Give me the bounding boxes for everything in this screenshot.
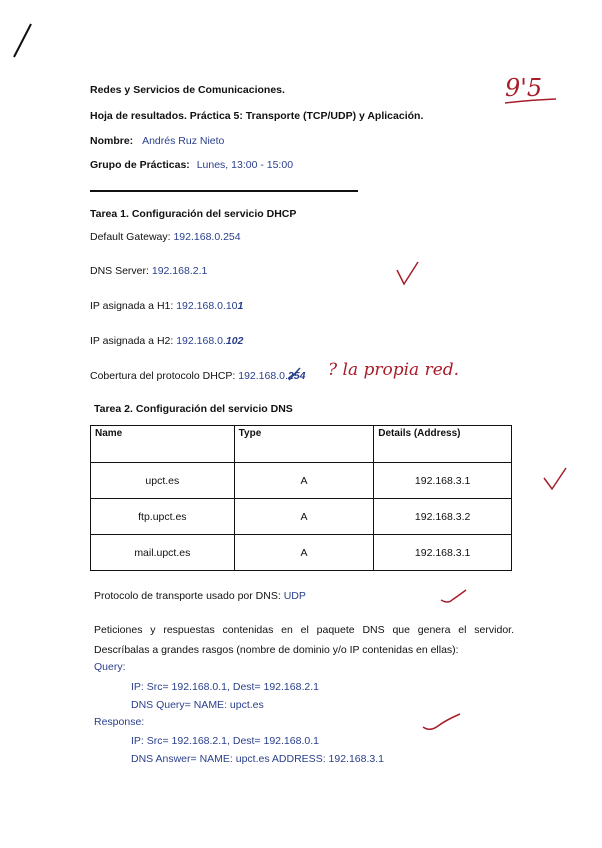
check-mark-dns: [397, 262, 418, 284]
query-dns: DNS Query= NAME: upct.es: [131, 699, 264, 711]
coverage-hand: 254: [287, 370, 306, 382]
check-mark-udp: [441, 590, 466, 602]
h2-value: 192.168.0.: [176, 335, 226, 347]
group-value: Lunes, 13:00 - 15:00: [196, 159, 294, 171]
coverage-note: ? la propia red.: [328, 360, 460, 380]
group-label: Grupo de Prácticas:: [90, 159, 190, 171]
column-header: Name: [91, 426, 235, 463]
task1-title: Tarea 1. Configuración del servicio DHCP: [90, 208, 297, 220]
table-row: [91, 535, 512, 571]
column-header: Type: [234, 426, 374, 463]
dns-line: [90, 265, 207, 277]
query-ip: IP: Src= 192.168.0.1, Dest= 192.168.2.1: [131, 681, 319, 693]
transport-label: Protocolo de transporte usado por DNS:: [94, 590, 281, 602]
response-ip: IP: Src= 192.168.2.1, Dest= 192.168.0.1: [131, 735, 319, 747]
h1-label: IP asignada a H1:: [90, 300, 174, 312]
cell-type: A: [234, 463, 374, 499]
h1-value: 192.168.0.10: [176, 300, 238, 312]
gateway-value: 192.168.0.254: [173, 231, 241, 243]
transport-line: [94, 590, 306, 602]
gateway-line: [90, 231, 241, 243]
cell-address: 192.168.3.2: [374, 499, 512, 535]
divider: [90, 190, 358, 192]
cell-type: A: [234, 499, 374, 535]
coverage-value: 192.168.0.: [238, 370, 288, 382]
grade-mark: 9'5: [505, 74, 543, 102]
cell-name: upct.es: [91, 463, 235, 499]
dns-value: 192.168.2.1: [151, 265, 208, 277]
course-title: Redes y Servicios de Comunicaciones.: [90, 84, 285, 96]
cell-address: 192.168.3.1: [374, 463, 512, 499]
name-line: [90, 135, 224, 147]
gateway-label: Default Gateway:: [90, 231, 171, 243]
pen-slash: [14, 24, 31, 57]
task2-title: Tarea 2. Configuración del servicio DNS: [94, 403, 293, 415]
cell-type: A: [234, 535, 374, 571]
column-header: Details (Address): [374, 426, 512, 463]
query-label: Query:: [94, 661, 126, 673]
response-dns: DNS Answer= NAME: upct.es ADDRESS: 192.168.3.1: [131, 753, 384, 765]
cell-name: mail.upct.es: [91, 535, 235, 571]
h1-hand: 1: [237, 300, 244, 312]
check-mark-table: [544, 468, 566, 489]
h2-label: IP asignada a H2:: [90, 335, 174, 347]
coverage-line: [90, 370, 305, 382]
name-value: Andrés Ruz Nieto: [142, 135, 225, 147]
h2-line: [90, 335, 243, 347]
dns-question: Peticiones y respuestas contenidas en el paquete DNS que genera el servidor. Descríbalas a grandes rasgos (nombre de dominio y/o IP contenidas en ellas):: [94, 624, 514, 656]
check-mark-query: [423, 714, 460, 729]
h2-hand: 102: [225, 335, 244, 347]
table-row: [91, 463, 512, 499]
table-row: [91, 499, 512, 535]
dns-table: [90, 425, 512, 571]
transport-value: UDP: [283, 590, 306, 602]
response-label: Response:: [94, 716, 145, 728]
cell-address: 192.168.3.1: [374, 535, 512, 571]
coverage-label: Cobertura del protocolo DHCP:: [90, 370, 236, 382]
table-header: [91, 426, 512, 463]
group-line: [90, 159, 293, 171]
cell-name: ftp.upct.es: [91, 499, 235, 535]
name-label: Nombre:: [90, 135, 134, 147]
h1-line: [90, 300, 243, 312]
sheet-title: Hoja de resultados. Práctica 5: Transporte (TCP/UDP) y Aplicación.: [90, 110, 424, 122]
dns-label: DNS Server:: [90, 265, 149, 277]
